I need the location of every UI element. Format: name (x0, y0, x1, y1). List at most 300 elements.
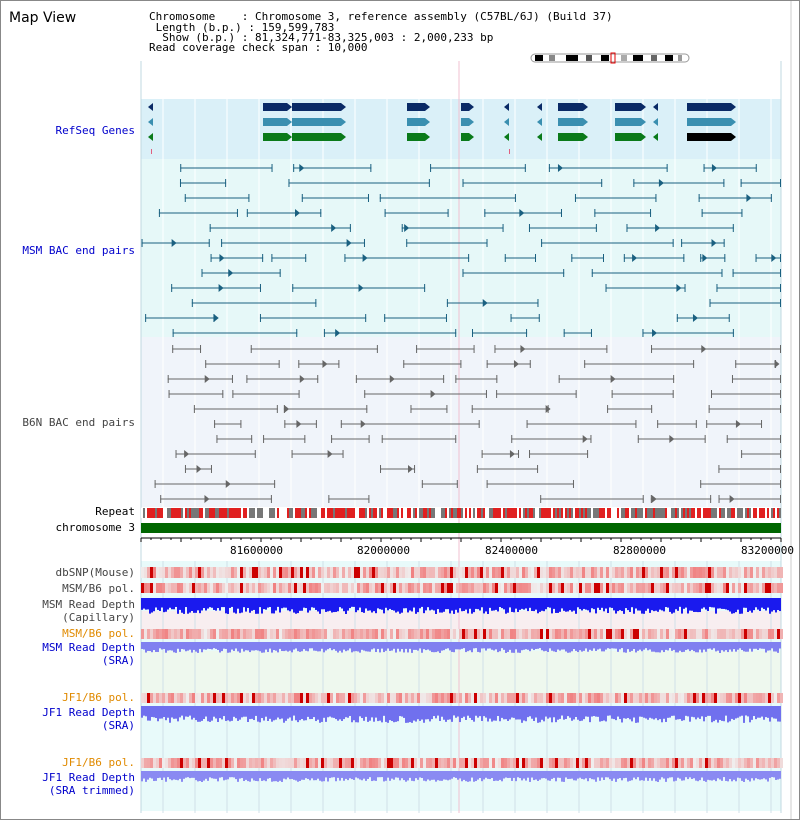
jf1-depth-trim-bar (141, 771, 143, 781)
msm-depth-cap-bar (555, 598, 557, 613)
msm-pol-heat-cell (513, 583, 516, 593)
repeat-segment (251, 508, 253, 518)
jf1-pol-heat-cell (288, 693, 291, 703)
jf1-depth-trim-bar (761, 771, 763, 779)
jf1-depth-bar (605, 706, 607, 721)
msm-depth-sra-bar (475, 642, 477, 648)
jf1-pol-heat-cell (327, 693, 330, 703)
msm-depth-sra-bar (709, 642, 711, 649)
msm-pol-heat-cell (651, 583, 654, 593)
track-label-msm-pol-sra: MSM/B6 pol. (62, 627, 135, 640)
repeat-segment (605, 508, 607, 518)
repeat-segment (559, 508, 561, 518)
msm-depth-sra-bar (271, 642, 273, 653)
dbsnp-heat-cell (777, 567, 780, 578)
msm-depth-cap-bar (715, 598, 717, 614)
gene-block (407, 118, 425, 126)
dbsnp-heat-cell (159, 567, 162, 578)
msm-bac-end (601, 179, 602, 187)
msm-pol-heat-cell (168, 583, 171, 593)
msm-pol-heat-cell (216, 583, 219, 593)
jf1-pol-trim-heat-cell (297, 758, 300, 768)
jf1-depth-bar (375, 706, 377, 718)
jf1-depth-trim-bar (727, 771, 729, 781)
jf1-depth-trim-bar (277, 771, 279, 782)
msm-pol-sra-heat-cell (627, 629, 630, 639)
msm-pol-heat-cell (435, 583, 438, 593)
dbsnp-heat-cell (228, 567, 231, 578)
jf1-depth-bar (673, 706, 675, 716)
jf1-depth-trim-bar (599, 771, 601, 781)
jf1-pol-trim-heat-cell (750, 758, 753, 768)
msm-pol-heat-cell (612, 583, 615, 593)
msm-depth-cap-bar (607, 598, 609, 613)
jf1-pol-trim-heat-cell (270, 758, 273, 768)
jf1-pol-trim-heat-cell (771, 758, 774, 768)
repeat-segment (327, 508, 329, 518)
repeat-segment (775, 508, 777, 518)
msm-depth-cap-bar (431, 598, 433, 610)
msm-pol-sra-heat-cell (219, 629, 222, 639)
jf1-depth-trim-bar (523, 771, 525, 779)
jf1-pol-heat-cell (768, 693, 771, 703)
msm-pol-heat-cell (624, 583, 627, 593)
msm-pol-heat-cell (195, 583, 198, 593)
repeat-segment (287, 508, 289, 518)
msm-pol-heat-cell (501, 583, 504, 593)
jf1-pol-heat-cell (528, 693, 531, 703)
msm-depth-sra-bar (589, 642, 591, 650)
msm-depth-sra-bar (549, 642, 551, 648)
jf1-depth-trim-bar (239, 771, 241, 779)
msm-pol-heat-cell (495, 583, 498, 593)
jf1-pol-heat-cell (384, 693, 387, 703)
jf1-pol-trim-heat-cell (186, 758, 189, 768)
jf1-pol-trim-heat-cell (552, 758, 555, 768)
dbsnp-heat-cell (780, 567, 783, 578)
jf1-depth-bar (295, 706, 297, 720)
b6n-bac-end (496, 390, 497, 398)
jf1-depth-trim-bar (581, 771, 583, 779)
jf1-depth-trim-bar (695, 771, 697, 781)
msm-depth-cap-bar (255, 598, 257, 614)
msm-depth-sra-bar (647, 642, 649, 650)
msm-depth-cap-bar (309, 598, 311, 610)
jf1-pol-trim-heat-cell (462, 758, 465, 768)
dbsnp-heat-cell (264, 567, 267, 578)
msm-depth-cap-bar (713, 598, 715, 607)
jf1-depth-trim-bar (377, 771, 379, 777)
msm-pol-sra-heat-cell (153, 629, 156, 639)
msm-depth-sra-bar (577, 642, 579, 652)
msm-pol-sra-heat-cell (444, 629, 447, 639)
b6n-bac-end (741, 450, 742, 458)
jf1-pol-heat-cell (432, 693, 435, 703)
msm-pol-sra-heat-cell (318, 629, 321, 639)
repeat-segment (539, 508, 541, 518)
track-label-b6n-bac[interactable]: B6N BAC end pairs (22, 416, 135, 429)
jf1-depth-trim-bar (269, 771, 271, 778)
msm-pol-sra-heat-cell (273, 629, 276, 639)
repeat-segment (591, 508, 593, 518)
msm-depth-sra-bar (305, 642, 307, 651)
jf1-depth-bar (215, 706, 217, 718)
jf1-pol-trim-heat-cell (309, 758, 312, 768)
repeat-segment (163, 508, 165, 518)
repeat-segment (777, 508, 779, 518)
msm-depth-cap-bar (543, 598, 545, 611)
msm-depth-sra-bar (343, 642, 345, 650)
dbsnp-heat-cell (249, 567, 252, 578)
jf1-depth-trim-bar (297, 771, 299, 782)
dbsnp-heat-cell (453, 567, 456, 578)
repeat-segment (715, 508, 717, 518)
dbsnp-heat-cell (696, 567, 699, 578)
sra-track-bg (141, 651, 781, 693)
msm-bac-end (771, 194, 772, 202)
msm-pol-heat-cell (483, 583, 486, 593)
msm-pol-sra-heat-cell (624, 629, 627, 639)
msm-depth-sra-bar (443, 642, 445, 650)
msm-depth-sra-bar (257, 642, 259, 651)
msm-depth-sra-bar (765, 642, 767, 652)
msm-depth-cap-bar (521, 598, 523, 609)
jf1-pol-heat-cell (408, 693, 411, 703)
jf1-depth-trim-bar (639, 771, 641, 781)
msm-depth-cap-bar (437, 598, 439, 609)
msm-pol-sra-heat-cell (747, 629, 750, 639)
msm-bac-end (571, 254, 572, 262)
msm-depth-cap-bar (339, 598, 341, 607)
dbsnp-heat-cell (426, 567, 429, 578)
jf1-depth-bar (415, 706, 417, 722)
jf1-pol-heat-cell (741, 693, 744, 703)
msm-depth-cap-bar (723, 598, 725, 609)
msm-pol-heat-cell (456, 583, 459, 593)
msm-depth-cap-bar (165, 598, 167, 612)
msm-depth-cap-bar (403, 598, 405, 608)
msm-bac-end (180, 179, 181, 187)
b6n-bac-end (172, 345, 173, 353)
msm-bac-end (729, 314, 730, 322)
repeat-segment (597, 508, 599, 518)
jf1-pol-heat-cell (489, 693, 492, 703)
jf1-pol-heat-cell (762, 693, 765, 703)
jf1-pol-trim-heat-cell (216, 758, 219, 768)
msm-depth-sra-bar (157, 642, 159, 652)
msm-pol-sra-heat-cell (243, 629, 246, 639)
jf1-depth-bar (729, 706, 731, 721)
msm-depth-cap-bar (651, 598, 653, 610)
jf1-pol-trim-heat-cell (723, 758, 726, 768)
jf1-pol-trim-heat-cell (648, 758, 651, 768)
msm-depth-sra-bar (729, 642, 731, 650)
msm-depth-sra-bar (459, 642, 461, 649)
dbsnp-heat-cell (363, 567, 366, 578)
msm-bac-end (505, 254, 506, 262)
jf1-pol-trim-heat-cell (654, 758, 657, 768)
msm-depth-sra-bar (351, 642, 353, 652)
dbsnp-heat-cell (693, 567, 696, 578)
repeat-segment (757, 508, 759, 518)
jf1-pol-heat-cell (486, 693, 489, 703)
repeat-segment (497, 508, 499, 518)
repeat-segment (385, 508, 387, 518)
jf1-depth-bar (615, 706, 617, 720)
msm-pol-heat-cell (627, 583, 630, 593)
msm-depth-cap-bar (281, 598, 283, 608)
jf1-depth-trim-bar (233, 771, 235, 777)
msm-pol-heat-cell (375, 583, 378, 593)
repeat-segment (161, 508, 163, 518)
msm-depth-cap-bar (217, 598, 219, 608)
jf1-depth-bar (527, 706, 529, 717)
jf1-depth-bar (241, 706, 243, 717)
msm-pol-sra-heat-cell (255, 629, 258, 639)
repeat-segment (779, 508, 781, 518)
msm-pol-sra-heat-cell (225, 629, 228, 639)
msm-depth-cap-bar (273, 598, 275, 613)
jf1-depth-bar (541, 706, 543, 720)
msm-depth-sra-bar (771, 642, 773, 648)
msm-pol-heat-cell (177, 583, 180, 593)
dbsnp-heat-cell (627, 567, 630, 578)
b6n-bac-end (211, 465, 212, 473)
msm-bac-end (681, 239, 682, 247)
ideogram-band (678, 55, 682, 61)
jf1-pol-trim-heat-cell (720, 758, 723, 768)
jf1-depth-trim-bar (725, 771, 727, 781)
msm-depth-cap-bar (485, 598, 487, 611)
repeat-segment (503, 508, 505, 518)
jf1-depth-bar (157, 706, 159, 721)
b6n-bac-end (761, 420, 762, 428)
dbsnp-heat-cell (429, 567, 432, 578)
b6n-bac-end (780, 390, 781, 398)
msm-pol-heat-cell (291, 583, 294, 593)
jf1-pol-heat-cell (228, 693, 231, 703)
jf1-depth-bar (153, 706, 155, 717)
jf1-depth-bar (515, 706, 517, 720)
msm-pol-heat-cell (540, 583, 543, 593)
msm-bac-end (702, 209, 703, 217)
jf1-depth-trim-bar (191, 771, 193, 778)
jf1-depth-bar (603, 706, 605, 721)
msm-depth-sra-bar (507, 642, 509, 652)
dbsnp-heat-cell (147, 567, 150, 578)
jf1-depth-bar (421, 706, 423, 720)
jf1-depth-trim-bar (751, 771, 753, 778)
jf1-depth-bar (361, 706, 363, 718)
jf1-pol-heat-cell (696, 693, 699, 703)
jf1-pol-heat-cell (369, 693, 372, 703)
jf1-pol-heat-cell (393, 693, 396, 703)
b6n-bac-end (651, 405, 652, 413)
track-label-msm-bac[interactable]: MSM BAC end pairs (22, 244, 135, 257)
repeat-segment (631, 508, 633, 518)
jf1-depth-trim-bar (423, 771, 425, 781)
msm-pol-heat-cell (180, 583, 183, 593)
msm-depth-cap-bar (303, 598, 305, 608)
msm-pol-sra-heat-cell (429, 629, 432, 639)
repeat-segment (633, 508, 635, 518)
msm-depth-cap-bar (261, 598, 263, 614)
msm-pol-sra-heat-cell (498, 629, 501, 639)
msm-depth-sra-bar (263, 642, 265, 653)
msm-pol-sra-heat-cell (639, 629, 642, 639)
jf1-depth-trim-bar (151, 771, 153, 779)
msm-depth-sra-bar (207, 642, 209, 649)
jf1-depth-trim-bar (289, 771, 291, 779)
msm-depth-cap-bar (429, 598, 431, 610)
msm-bac-end (368, 194, 369, 202)
msm-depth-sra-bar (301, 642, 303, 651)
msm-pol-heat-cell (240, 583, 243, 593)
msm-pol-heat-cell (477, 583, 480, 593)
msm-bac-end (272, 164, 273, 172)
msm-depth-sra-bar (299, 642, 301, 652)
msm-bac-end (142, 239, 143, 247)
b6n-bac-end (780, 465, 781, 473)
jf1-pol-heat-cell (726, 693, 729, 703)
jf1-pol-heat-cell (474, 693, 477, 703)
jf1-pol-trim-heat-cell (657, 758, 660, 768)
jf1-depth-bar (227, 706, 229, 720)
repeat-segment (347, 508, 349, 518)
msm-pol-heat-cell (588, 583, 591, 593)
dbsnp-heat-cell (690, 567, 693, 578)
msm-pol-heat-cell (399, 583, 402, 593)
jf1-pol-trim-heat-cell (195, 758, 198, 768)
msm-depth-cap-bar (473, 598, 475, 612)
repeat-segment (269, 508, 271, 518)
jf1-depth-trim-bar (563, 771, 565, 782)
jf1-depth-bar (759, 706, 761, 718)
jf1-pol-heat-cell (378, 693, 381, 703)
jf1-depth-bar (441, 706, 443, 717)
msm-depth-cap-bar (245, 598, 247, 612)
dbsnp-heat-cell (246, 567, 249, 578)
jf1-depth-bar (597, 706, 599, 717)
msm-depth-sra-bar (151, 642, 153, 652)
msm-depth-cap-bar (615, 598, 617, 614)
jf1-depth-trim-bar (773, 771, 775, 777)
jf1-depth-trim-bar (275, 771, 277, 781)
msm-depth-sra-bar (575, 642, 577, 651)
msm-depth-sra-bar (355, 642, 357, 651)
msm-bac-end (633, 179, 634, 187)
dbsnp-heat-cell (513, 567, 516, 578)
jf1-depth-trim-bar (545, 771, 547, 779)
jf1-depth-bar (623, 706, 625, 718)
jf1-pol-heat-cell (366, 693, 369, 703)
jf1-depth-trim-bar (425, 771, 427, 781)
jf1-pol-heat-cell (609, 693, 612, 703)
msm-depth-sra-bar (585, 642, 587, 648)
jf1-pol-trim-heat-cell (267, 758, 270, 768)
msm-bac-end (484, 209, 485, 217)
msm-pol-sra-heat-cell (288, 629, 291, 639)
jf1-pol-heat-cell (150, 693, 153, 703)
dbsnp-heat-cell (369, 567, 372, 578)
msm-pol-sra-heat-cell (261, 629, 264, 639)
msm-pol-heat-cell (657, 583, 660, 593)
jf1-depth-bar (533, 706, 535, 721)
repeat-segment (209, 508, 211, 518)
msm-depth-cap-bar (647, 598, 649, 609)
jf1-depth-trim-bar (487, 771, 489, 779)
repeat-segment (663, 508, 665, 518)
msm-pol-heat-cell (741, 583, 744, 593)
track-label-refseq[interactable]: RefSeq Genes (55, 124, 135, 137)
msm-pol-sra-heat-cell (324, 629, 327, 639)
msm-depth-sra-bar (369, 642, 371, 652)
msm-pol-heat-cell (339, 583, 342, 593)
jf1-depth-bar (325, 706, 327, 722)
jf1-depth-trim-bar (337, 771, 339, 778)
jf1-pol-trim-heat-cell (591, 758, 594, 768)
jf1-depth-bar (567, 706, 569, 716)
repeat-segment (177, 508, 179, 518)
jf1-pol-trim-heat-cell (282, 758, 285, 768)
jf1-pol-heat-cell (399, 693, 402, 703)
jf1-depth-bar (489, 706, 491, 719)
msm-pol-sra-heat-cell (705, 629, 708, 639)
msm-bac-end (535, 254, 536, 262)
msm-pol-sra-heat-cell (600, 629, 603, 639)
jf1-pol-trim-heat-cell (348, 758, 351, 768)
msm-depth-cap-bar (349, 598, 351, 608)
repeat-segment (171, 508, 173, 518)
jf1-pol-heat-cell (360, 693, 363, 703)
dbsnp-heat-cell (153, 567, 156, 578)
dbsnp-heat-cell (762, 567, 765, 578)
repeat-segment (565, 508, 567, 518)
msm-pol-sra-heat-cell (759, 629, 762, 639)
msm-depth-cap-bar (745, 598, 747, 608)
dbsnp-heat-cell (657, 567, 660, 578)
msm-pol-sra-heat-cell (636, 629, 639, 639)
msm-pol-heat-cell (351, 583, 354, 593)
msm-pol-sra-heat-cell (591, 629, 594, 639)
msm-pol-heat-cell (519, 583, 522, 593)
msm-pol-sra-heat-cell (417, 629, 420, 639)
jf1-pol-trim-heat-cell (528, 758, 531, 768)
jf1-depth-bar (411, 706, 413, 723)
msm-depth-cap-bar (621, 598, 623, 611)
repeat-segment (325, 508, 327, 518)
dbsnp-heat-cell (255, 567, 258, 578)
dbsnp-heat-cell (681, 567, 684, 578)
jf1-pol-heat-cell (534, 693, 537, 703)
msm-depth-sra-bar (167, 642, 169, 651)
b6n-bac-end (477, 465, 478, 473)
repeat-segment (293, 508, 295, 518)
msm-pol-heat-cell (393, 583, 396, 593)
jf1-depth-trim-bar (271, 771, 273, 782)
repeat-segment (397, 508, 399, 518)
msm-pol-sra-heat-cell (189, 629, 192, 639)
dbsnp-heat-cell (543, 567, 546, 578)
jf1-depth-bar (311, 706, 313, 719)
msm-depth-cap-bar (511, 598, 513, 612)
jf1-pol-heat-cell (759, 693, 762, 703)
jf1-depth-trim-bar (375, 771, 377, 781)
msm-pol-sra-heat-cell (342, 629, 345, 639)
msm-pol-sra-heat-cell (207, 629, 210, 639)
msm-depth-cap-bar (539, 598, 541, 612)
msm-pol-sra-heat-cell (402, 629, 405, 639)
